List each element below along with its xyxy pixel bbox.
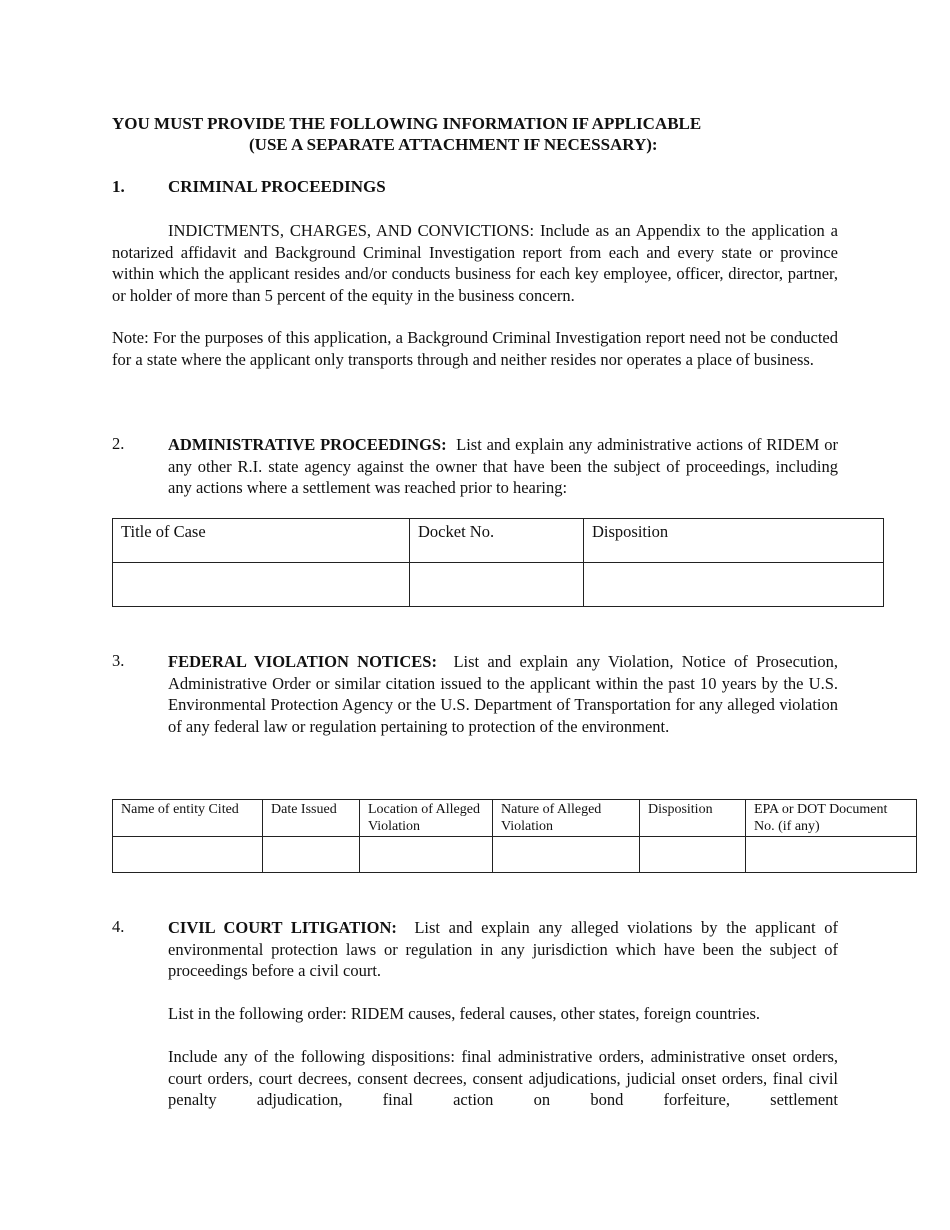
federal-violation-table [112,799,917,873]
header-nature: Nature of Alleged Violation [493,800,640,837]
title-of-case-cell[interactable] [113,563,410,607]
section-1-number: 1. [112,177,125,196]
section-4-paragraph [168,917,838,982]
section-4-number: 4. [112,917,125,936]
header-location: Location of Alleged Violation [360,800,493,837]
section-1-heading: CRIMINAL PROCEEDINGS [168,177,386,196]
document-no-cell[interactable] [746,837,917,873]
header-date-issued: Date Issued [263,800,360,837]
section-1-paragraph: INDICTMENTS, CHARGES, AND CONVICTIONS: Include as an Appendix to the application a notarized affidavit and Background Criminal Investigation report from each and every state or province within which the applicant resides and/or conducts business for each key employee, officer, director, partner, or holder of more than 5 percent of the equity in the business concern. [112,221,838,305]
header-title-of-case: Title of Case [113,519,410,563]
header-entity-cited: Name of entity Cited [113,800,263,837]
section-1-title [112,177,386,197]
section-2-text: List and explain any administrative actions of RIDEM or any other R.I. state agency against the owner that have been the subject of proceedings, including any actions where a settlement was reached prior to hearing: [168,435,838,497]
disposition-cell[interactable] [584,563,884,607]
date-issued-cell[interactable] [263,837,360,873]
table-header-row [113,519,884,563]
section-2-number: 2. [112,434,125,453]
section-2-title: ADMINISTRATIVE PROCEEDINGS: [168,435,447,454]
header-document-no: EPA or DOT Document No. (if any) [746,800,917,837]
table-row [113,837,917,873]
table-row [113,563,884,607]
docket-no-cell[interactable] [410,563,584,607]
location-cell[interactable] [360,837,493,873]
administrative-proceedings-table [112,518,884,607]
section-4-title: CIVIL COURT LITIGATION: [168,918,397,937]
section-3-number: 3. [112,651,125,670]
heading-line-1: YOU MUST PROVIDE THE FOLLOWING INFORMATION IF APPLICABLE [112,114,702,133]
section-4-dispositions: Include any of the following dispositions: final administrative orders, administrative onset orders, court orders, court decrees, consent decrees, consent adjudications, judicial onset orders, final civil penalty adjudication, final action on bond forfeiture, settlement [168,1047,838,1109]
header-docket-no: Docket No. [410,519,584,563]
section-2-paragraph [168,434,838,499]
section-4-text: List and explain any alleged violations by the applicant of environmental protection laws or regulation in any jurisdiction which have been the subject of proceedings before a civil court. [168,918,839,980]
nature-cell[interactable] [493,837,640,873]
section-3-title: FEDERAL VIOLATION NOTICES: [168,652,437,671]
header-disposition: Disposition [584,519,884,563]
table-header-row [113,800,917,837]
section-1-note: Note: For the purposes of this application, a Background Criminal Investigation report need not be conducted for a state where the applicant only transports through and neither resides nor operates a place of business. [112,328,838,369]
disposition-cell[interactable] [640,837,746,873]
section-4-order: List in the following order: RIDEM causes, federal causes, other states, foreign countries. [168,1004,760,1023]
section-3-text: List and explain any Violation, Notice of Prosecution, Administrative Order or similar citation issued to the applicant within the past 10 years by the U.S. Environmental Protection Agency or the U.S. Department of Transportation for any alleged violation of any federal law or regulation pertaining to protection of the environment. [168,652,838,736]
header-disposition: Disposition [640,800,746,837]
entity-cited-cell[interactable] [113,837,263,873]
section-3-paragraph [168,651,838,737]
heading-line-2: (USE A SEPARATE ATTACHMENT IF NECESSARY): [249,135,658,154]
